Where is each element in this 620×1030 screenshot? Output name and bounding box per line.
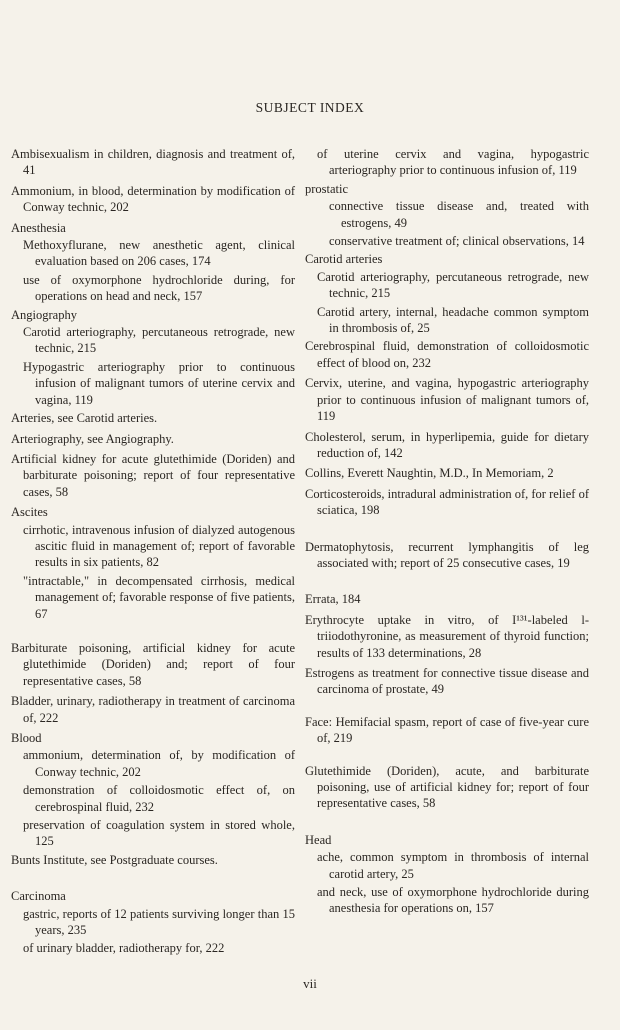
index-heading: Blood: [11, 731, 42, 745]
section-gap: [305, 816, 589, 832]
index-entry: use of oxymorphone hydrochloride during, for operations on head and neck, 157: [23, 272, 295, 304]
index-entry: of uterine cervix and vagina, hypogastric arteriography prior to continuous infusion of, 119: [317, 147, 589, 178]
index-entry: Bunts Institute, see Postgraduate courses.: [11, 852, 218, 867]
index-entry: and neck, use of oxymorphone hydrochloride during anesthesia for operations on, 157: [317, 885, 589, 916]
index-entry: ammonium, determination of, by modification of Conway technic, 202: [23, 748, 295, 779]
index-heading: Ascites: [11, 505, 48, 520]
section-gap: [11, 624, 295, 640]
index-entry: Corticosteroids, intradural administration of, for relief of sciatica, 198: [305, 486, 589, 518]
index-entry: Arteriography, see Angiography.: [11, 431, 174, 446]
index-entry: Bladder, urinary, radiotherapy in treatment of carcinoma of, 222: [11, 694, 295, 725]
page-number: vii: [303, 976, 317, 991]
index-heading: Head: [305, 832, 332, 847]
index-entry: Cervix, uterine, and vagina, hypogastric arteriography prior to continuous infusion of malignant tumors of, 119: [305, 376, 589, 424]
index-entry: preservation of coagulation system in stored whole, 125: [23, 818, 295, 849]
index-entry: Hypogastric arteriography prior to continuous infusion of malignant tumors of uterine cervix and vagina, 119: [23, 359, 295, 407]
index-entry: Carotid arteriography, percutaneous retrograde, new technic, 215: [23, 325, 295, 356]
index-column-left: [11, 146, 295, 959]
index-entry: Artificial kidney for acute glutethimide (Doriden) and barbiturate poisoning; report of four representative cases, 58: [11, 451, 295, 499]
index-entry: "intractable," in decompensated cirrhosis, medical management of; favorable response of five patients, 67: [23, 573, 295, 621]
index-heading: Carotid arteries: [305, 252, 383, 267]
page-title: SUBJECT INDEX: [255, 100, 365, 115]
index-heading: Anesthesia: [11, 220, 66, 235]
index-entry: Glutethimide (Doriden), acute, and barbiturate poisoning, use of artificial kidney for; report of four representative cases, 58: [305, 763, 589, 811]
index-entry: ache, common symptom in thrombosis of internal carotid artery, 25: [317, 850, 589, 881]
index-entry: of urinary bladder, radiotherapy for, 222: [23, 941, 225, 956]
index-entry: connective tissue disease and, treated with estrogens, 49: [329, 199, 589, 230]
index-entry: Arteries, see Carotid arteries.: [11, 411, 158, 426]
index-heading: Carcinoma: [11, 889, 66, 904]
index-entry: Face: Hemifacial spasm, report of case of five-year cure of, 219: [305, 714, 589, 746]
section-gap: [11, 872, 295, 888]
index-entry: gastric, reports of 12 patients surviving longer than 15 years, 235: [23, 906, 295, 938]
index-entry: Barbiturate poisoning, artificial kidney for acute glutethimide (Doriden) and; report of four representative cases, 58: [11, 640, 295, 688]
index-entry: cirrhotic, intravenous infusion of dialyzed autogenous ascitic fluid in management of; report of favorable results in six patients, 82: [23, 522, 295, 570]
index-entry: Ambisexualism in children, diagnosis and treatment of, 41: [11, 147, 295, 178]
index-entry: Cerebrospinal fluid, demonstration of colloidosmotic effect of blood on, 232: [305, 339, 589, 370]
index-entry: Cholesterol, serum, in hyperlipemia, guide for dietary reduction of, 142: [305, 429, 589, 460]
index-entry: Estrogens as treatment for connective tissue disease and carcinoma of prostate, 49: [305, 665, 589, 697]
index-entry: Carotid artery, internal, headache common symptom in thrombosis of, 25: [317, 304, 589, 336]
index-entry: Methoxyflurane, new anesthetic agent, clinical evaluation based on 206 cases, 174: [23, 238, 295, 269]
section-gap: [305, 702, 589, 714]
index-entry: Erythrocyte uptake in vitro, of I¹³¹-labeled l-triiodothyronine, as measurement of thyroid function; results of 133 determinations, 28: [305, 612, 589, 660]
index-heading: Angiography: [11, 307, 77, 322]
index-entry: Collins, Everett Naughtin, M.D., In Memoriam, 2: [305, 466, 554, 481]
index-entry: conservative treatment of; clinical observations, 14: [329, 234, 585, 249]
index-column-right: [305, 146, 589, 919]
index-entry: Ammonium, in blood, determination by modification of Conway technic, 202: [11, 183, 295, 215]
section-gap: [305, 751, 589, 763]
index-heading: prostatic: [305, 181, 349, 196]
index-entry: Dermatophytosis, recurrent lymphangitis of leg associated with; report of 25 consecutive cases, 19: [305, 539, 589, 570]
section-gap: [305, 523, 589, 539]
index-entry: demonstration of colloidosmotic effect of, on cerebrospinal fluid, 232: [23, 783, 295, 814]
section-gap: [305, 575, 589, 591]
index-entry: Errata, 184: [305, 592, 361, 607]
index-entry: Carotid arteriography, percutaneous retrograde, new technic, 215: [317, 269, 589, 301]
